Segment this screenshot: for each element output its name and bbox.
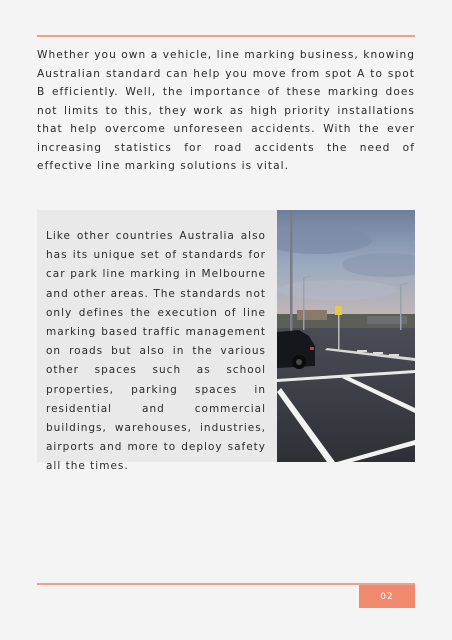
car-park-photo <box>277 210 415 462</box>
page-number: 02 <box>380 591 394 602</box>
top-divider <box>37 35 415 37</box>
callout-paragraph: Like other countries Australia also has its unique set of standards for car park line marking in Melbourne and other areas. The standards not only defines the execution of line marking based traffic management on roads but also in the various other spaces such as school properties, parking spaces in residential and commercial buildings, warehouses, industries, airports and more to deploy safety all the times. <box>46 230 266 473</box>
page-number-badge <box>359 585 415 608</box>
intro-paragraph: Whether you own a vehicle, line marking business, knowing Australian standard can help you move from spot A to spot B efficiently. Well, the importance of these marking does not limits to this, they work as high priority installations that help overcome unforeseen accidents. With the ever increasing statistics for road accidents the need of effective line marking solutions is vital. <box>37 49 415 172</box>
car-park-photo-illustration <box>277 210 415 462</box>
callout-box <box>37 210 277 473</box>
